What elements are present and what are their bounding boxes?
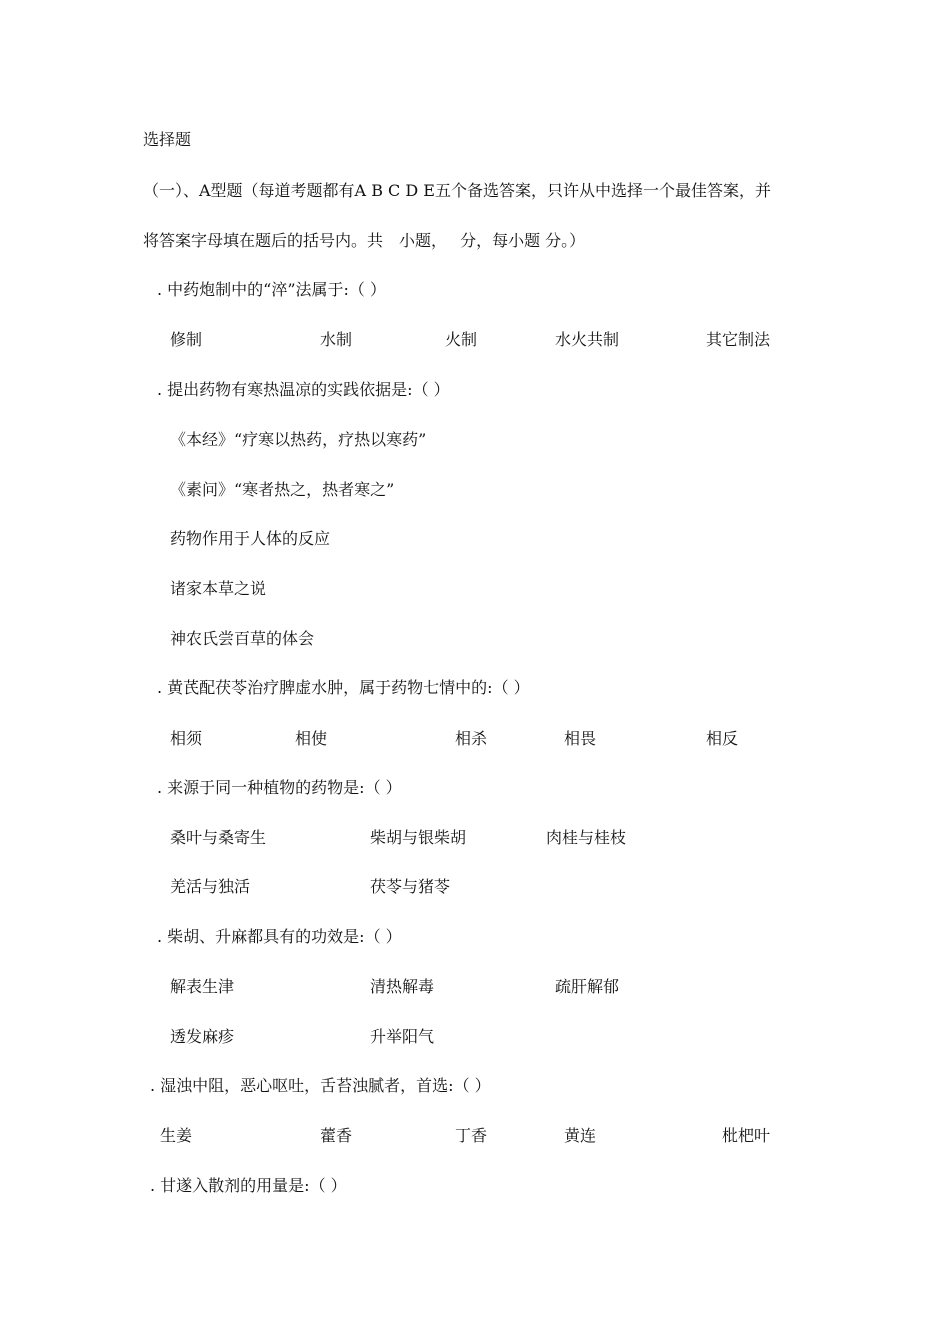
answer-option-e: 神农氏尝百草的体会: [170, 629, 315, 648]
question-stem: . 中药炮制中的“淬”法属于:（ ）: [157, 280, 387, 299]
answer-option-d: 水火共制: [555, 330, 620, 349]
answer-option-c: 药物作用于人体的反应: [170, 529, 331, 548]
answer-option-c: 疏肝解郁: [555, 977, 620, 996]
answer-option-b: 清热解毒: [370, 977, 435, 996]
answer-option-c: 肉桂与桂枝: [546, 828, 627, 847]
instructions-line-1: （一）、A型题（每道考题都有A B C D E五个备选答案，只许从中选择一个最佳答案，并: [143, 181, 771, 200]
answer-option-e: 升举阳气: [370, 1027, 435, 1046]
answer-option-d: 羌活与独活: [170, 877, 251, 896]
question-stem: . 甘遂入散剂的用量是:（ ）: [150, 1176, 347, 1195]
question-stem: . 提出药物有寒热温凉的实践依据是:（ ）: [157, 380, 450, 399]
answer-option-e: 枇杷叶: [722, 1126, 771, 1145]
answer-option-b: 柴胡与银柴胡: [370, 828, 467, 847]
answer-option-b: 水制: [320, 330, 353, 349]
question-stem: . 来源于同一种植物的药物是:（ ）: [157, 778, 402, 797]
question-stem: . 湿浊中阻，恶心呕吐，舌苔浊腻者，首选:（ ）: [150, 1076, 491, 1095]
answer-option-d: 相畏: [564, 729, 597, 748]
answer-option-e: 相反: [706, 729, 739, 748]
answer-option-a: 生姜: [160, 1126, 193, 1145]
answer-option-a: 《本经》“疗寒以热药，疗热以寒药”: [170, 430, 427, 449]
answer-option-a: 桑叶与桑寄生: [170, 828, 267, 847]
question-stem: . 黄芪配茯苓治疗脾虚水肿，属于药物七情中的:（ ）: [157, 678, 530, 697]
instructions-line-2: 将答案字母填在题后的括号内。共 小题， 分，每小题 分。）: [143, 231, 586, 250]
answer-option-c: 丁香: [455, 1126, 488, 1145]
answer-option-e: 其它制法: [706, 330, 771, 349]
question-stem: . 柴胡、升麻都具有的功效是:（ ）: [157, 927, 402, 946]
answer-option-c: 相杀: [455, 729, 488, 748]
answer-option-e: 茯苓与猪苓: [370, 877, 451, 896]
answer-option-a: 解表生津: [170, 977, 235, 996]
answer-option-d: 透发麻疹: [170, 1027, 235, 1046]
answer-option-c: 火制: [445, 330, 478, 349]
answer-option-a: 修制: [170, 330, 203, 349]
answer-option-b: 相使: [295, 729, 328, 748]
answer-option-d: 诸家本草之说: [170, 579, 267, 598]
section-title: 选择题: [143, 130, 192, 149]
answer-option-a: 相须: [170, 729, 203, 748]
answer-option-d: 黄连: [564, 1126, 597, 1145]
answer-option-b: 藿香: [320, 1126, 353, 1145]
answer-option-b: 《素问》“寒者热之，热者寒之”: [170, 480, 395, 499]
